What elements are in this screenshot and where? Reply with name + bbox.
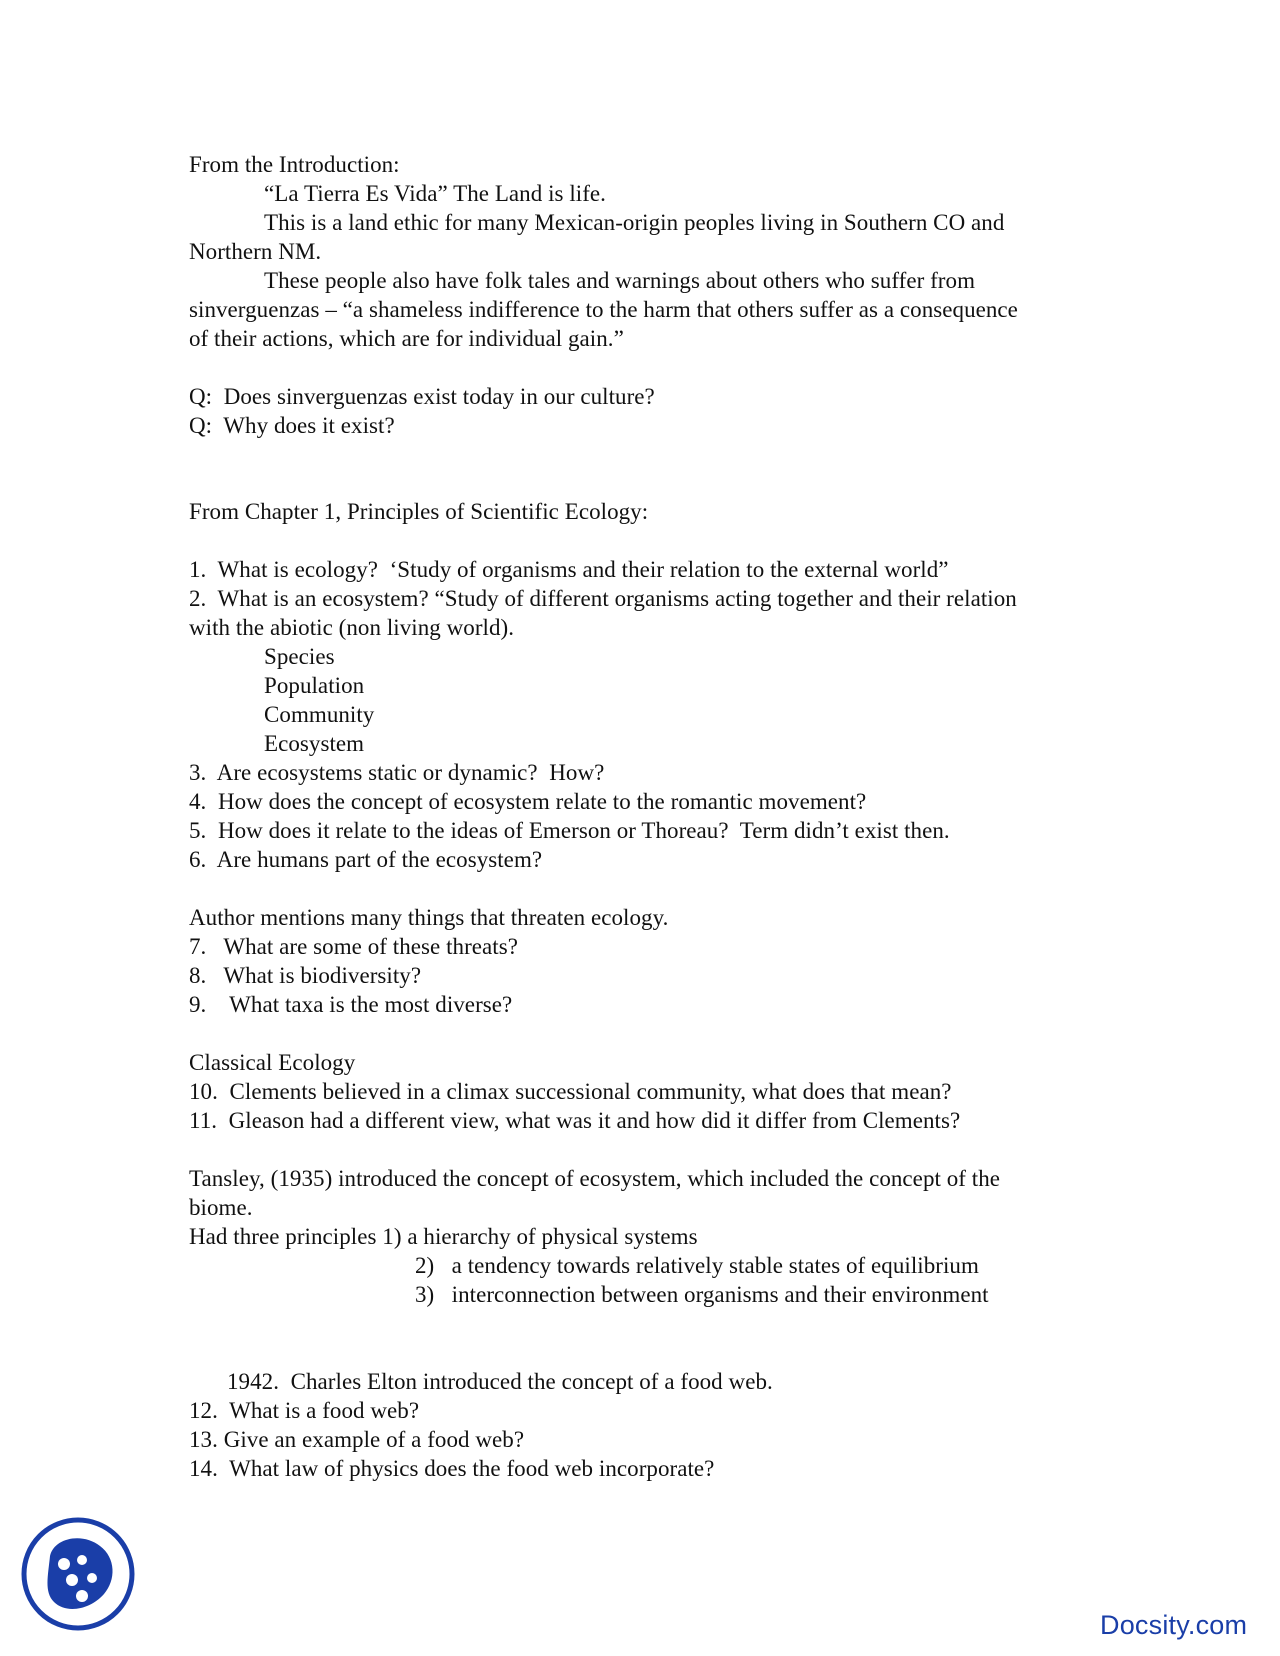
intro-paragraph-line: These people also have folk tales and warnings about others who suffer from [264,268,976,293]
paragraph-line: Had three principles 1) a hierarchy of physical systems [189,1224,698,1249]
section-heading: Classical Ecology [189,1050,356,1075]
question-line: 14. What law of physics does the food web incorporate? [189,1456,715,1481]
docsity-site-link[interactable]: Docsity.com [1100,1610,1248,1640]
question-line: 4. How does the concept of ecosystem relate to the romantic movement? [189,789,867,814]
question-line: 10. Clements believed in a climax successional community, what does that mean? [189,1079,952,1104]
list-item: Species [264,644,335,669]
question-line: Q: Does sinverguenzas exist today in our culture? [189,384,655,409]
question-line: 13. Give an example of a food web? [189,1427,525,1452]
question-line: 6. Are humans part of the ecosystem? [189,847,543,872]
question-line: Q: Why does it exist? [189,413,395,438]
question-line: 3. Are ecosystems static or dynamic? How? [189,760,605,785]
paragraph-line: biome. [189,1195,253,1220]
docsity-logo-icon[interactable] [20,1516,136,1632]
list-item: Population [264,673,365,698]
chapter-heading: From Chapter 1, Principles of Scientific Ecology: [189,499,649,524]
principle-item: 3) interconnection between organisms and their environment [415,1282,989,1307]
paragraph-line: Tansley, (1935) introduced the concept of ecosystem, which included the concept of the [189,1166,1001,1191]
question-line: 8. What is biodiversity? [189,963,422,988]
question-line: 12. What is a food web? [189,1398,420,1423]
paragraph-line: 1942. Charles Elton introduced the concept of a food web. [227,1369,773,1394]
list-item: Ecosystem [264,731,365,756]
list-item: Community [264,702,375,727]
question-line: with the abiotic (non living world). [189,615,515,640]
intro-heading: From the Introduction: [189,152,400,177]
question-line: 7. What are some of these threats? [189,934,518,959]
question-line: 2. What is an ecosystem? “Study of different organisms acting together and their relation [189,586,1017,611]
intro-motto: “La Tierra Es Vida” The Land is life. [264,181,606,206]
intro-paragraph-line: This is a land ethic for many Mexican-origin peoples living in Southern CO and [264,210,1005,235]
question-line: 1. What is ecology? ‘Study of organisms and their relation to the external world” [189,557,949,582]
principle-item: 2) a tendency towards relatively stable states of equilibrium [415,1253,979,1278]
question-line: 5. How does it relate to the ideas of Emerson or Thoreau? Term didn’t exist then. [189,818,950,843]
intro-paragraph-line: of their actions, which are for individual gain.” [189,326,624,351]
section-intro: Author mentions many things that threaten ecology. [189,905,669,930]
question-line: 9. What taxa is the most diverse? [189,992,513,1017]
intro-paragraph-line: Northern NM. [189,239,322,264]
intro-paragraph-line: sinverguenzas – “a shameless indifference to the harm that others suffer as a consequence [189,297,1018,322]
question-line: 11. Gleason had a different view, what was it and how did it differ from Clements? [189,1108,961,1133]
